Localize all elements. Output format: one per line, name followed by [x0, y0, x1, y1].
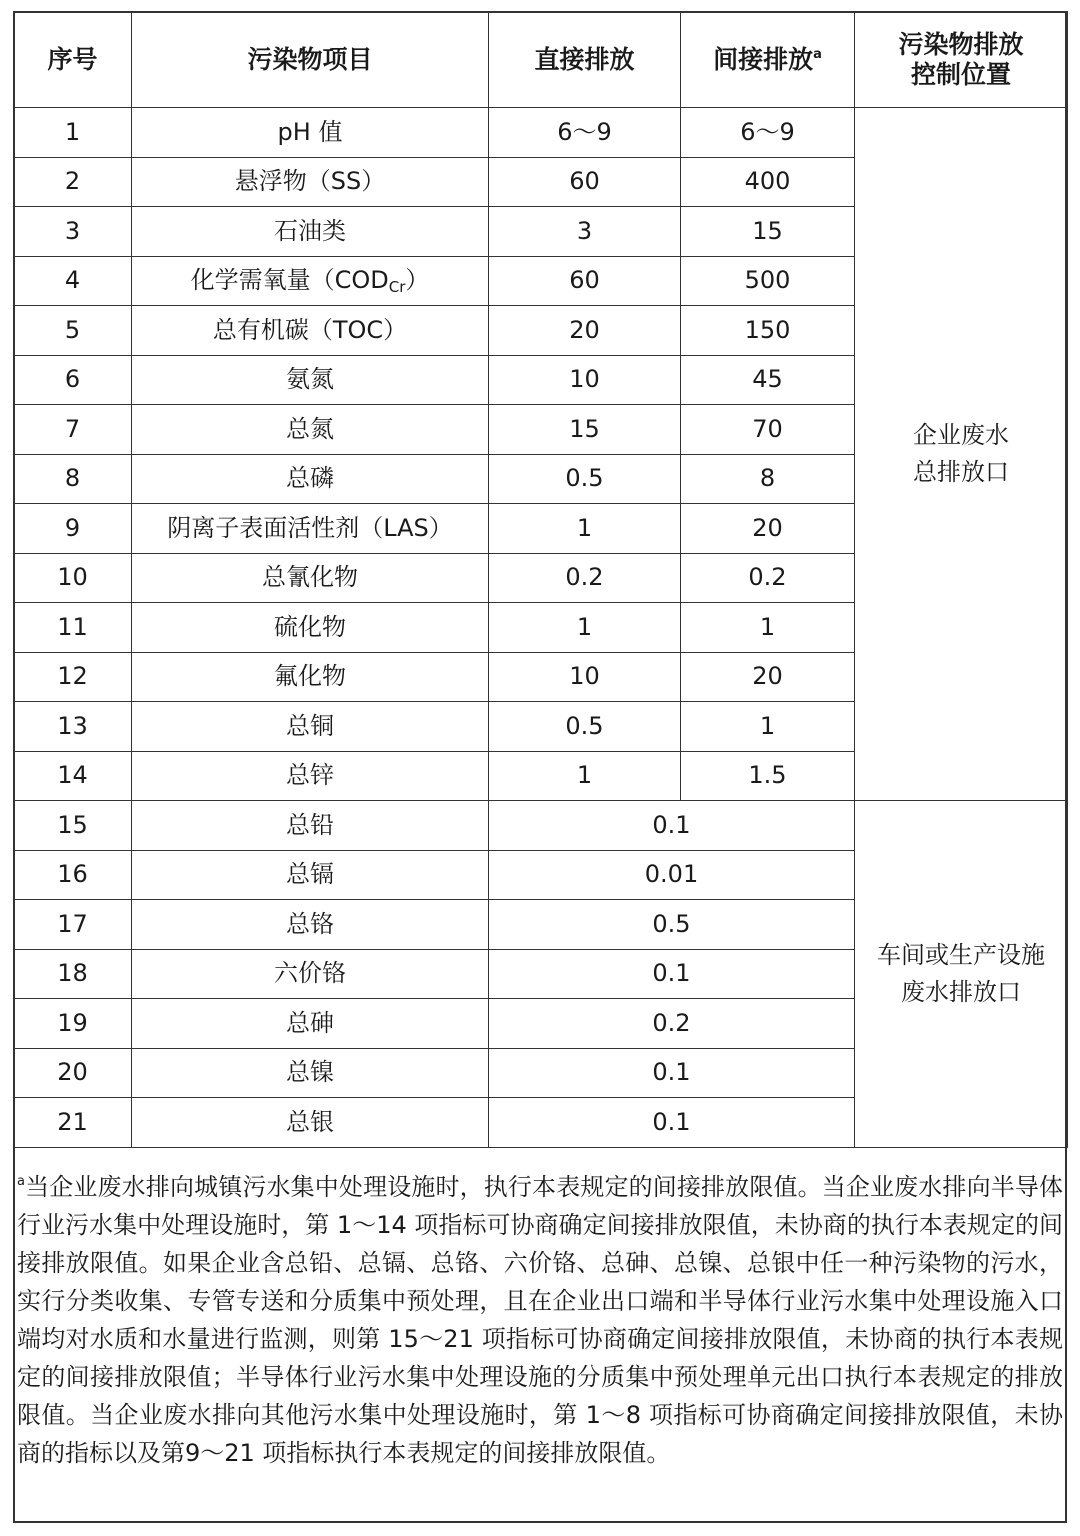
cell-limit: 0.2 [489, 999, 855, 1049]
cell-indirect: 8 [681, 454, 855, 504]
cell-item-tail: ） [405, 265, 430, 294]
cell-limit: 0.01 [489, 850, 855, 900]
header-indirect-footnote-mark: a [813, 46, 822, 62]
discharge-limits-table [13, 11, 1068, 1148]
cell-no: 12 [14, 652, 132, 702]
cell-indirect: 15 [681, 207, 855, 257]
cell-limit: 0.1 [489, 801, 855, 851]
cell-indirect: 1 [681, 603, 855, 653]
cell-indirect: 6～9 [681, 108, 855, 158]
cell-indirect: 0.2 [681, 553, 855, 603]
location-enterprise-outlet [855, 108, 1068, 801]
cell-direct: 1 [489, 603, 681, 653]
cell-item: 总镉 [132, 850, 489, 900]
cell-direct: 0.5 [489, 702, 681, 752]
cell-direct: 0.5 [489, 454, 681, 504]
header-location-line2: 控制位置 [910, 59, 1011, 89]
cell-limit: 0.5 [489, 900, 855, 950]
cell-item: 总铅 [132, 801, 489, 851]
cell-item: 阴离子表面活性剂（LAS） [132, 504, 489, 554]
cell-no: 4 [14, 256, 132, 306]
cell-direct: 3 [489, 207, 681, 257]
cell-item: 六价铬 [132, 949, 489, 999]
cell-item: 氨氮 [132, 355, 489, 405]
cell-indirect: 70 [681, 405, 855, 455]
cell-item: 总氰化物 [132, 553, 489, 603]
cell-limit: 0.1 [489, 949, 855, 999]
table-row [14, 108, 1068, 158]
header-row [14, 12, 1068, 108]
footnote [17, 1163, 1063, 1472]
cell-no: 9 [14, 504, 132, 554]
footnote-mark: a [17, 1174, 25, 1189]
location-workshop-outlet [855, 801, 1068, 1148]
cell-direct: 1 [489, 504, 681, 554]
cell-item: 氟化物 [132, 652, 489, 702]
cell-direct: 10 [489, 355, 681, 405]
cell-limit: 0.1 [489, 1098, 855, 1148]
cell-indirect: 150 [681, 306, 855, 356]
cell-indirect: 1.5 [681, 751, 855, 801]
cell-no: 3 [14, 207, 132, 257]
cell-item-subscript: Cr [388, 277, 406, 296]
cell-indirect: 500 [681, 256, 855, 306]
table-row [14, 801, 1068, 851]
cell-no: 15 [14, 801, 132, 851]
cell-item-main: 化学需氧量（COD [190, 265, 389, 294]
header-direct: 直接排放 [489, 12, 681, 108]
cell-no: 17 [14, 900, 132, 950]
location-line1: 企业废水 [913, 420, 1009, 449]
cell-no: 7 [14, 405, 132, 455]
cell-indirect: 1 [681, 702, 855, 752]
cell-item: 总铬 [132, 900, 489, 950]
cell-item: 总砷 [132, 999, 489, 1049]
cell-item: 悬浮物（SS） [132, 157, 489, 207]
cell-item: 总铜 [132, 702, 489, 752]
cell-no: 8 [14, 454, 132, 504]
cell-indirect: 20 [681, 504, 855, 554]
cell-no: 11 [14, 603, 132, 653]
cell-indirect: 400 [681, 157, 855, 207]
header-indirect-label: 间接排放 [713, 44, 814, 74]
cell-direct: 1 [489, 751, 681, 801]
cell-direct: 60 [489, 157, 681, 207]
cell-no: 20 [14, 1048, 132, 1098]
header-item: 污染物项目 [132, 12, 489, 108]
cell-indirect: 20 [681, 652, 855, 702]
cell-no: 2 [14, 157, 132, 207]
cell-no: 16 [14, 850, 132, 900]
cell-direct: 6～9 [489, 108, 681, 158]
cell-item: 总银 [132, 1098, 489, 1148]
cell-no: 21 [14, 1098, 132, 1148]
location-line2: 总排放口 [913, 458, 1009, 486]
cell-item: 总锌 [132, 751, 489, 801]
cell-no: 19 [14, 999, 132, 1049]
footnote-text: 当企业废水排向城镇污水集中处理设施时，执行本表规定的间接排放限值。当企业废水排向半导体行业污水集中处理设施时，第 1～14 项指标可协商确定间接排放限值，未协商的执行本表规定的间接排放限值。如果企业含总铅、总镉、总铬、六价铬、总砷、总镍、总银中任一种污染物的污水，实行分类收集、专管专送和分质集中预处理，且在企业出口端和半导体行业污水集中处理设施入口端均对水质和水量进行监测，则第 15～21 项指标可协商确定间接排放限值，未协商的执行本表规定的间接排放限值；半导体行业污水集中处理设施的分质集中预处理单元出口执行本表规定的排放限值。当企业废水排向其他污水集中处理设施时，第 1～8 项指标可协商确定间接排放限值，未协商的指标以及第9～21 项指标执行本表规定的间接排放限值。 [17, 1173, 1063, 1467]
cell-direct: 0.2 [489, 553, 681, 603]
header-location-line1: 污染物排放 [898, 29, 1024, 59]
cell-direct: 10 [489, 652, 681, 702]
cell-no: 5 [14, 306, 132, 356]
cell-item: pH 值 [132, 108, 489, 158]
cell-no: 6 [14, 355, 132, 405]
cell-limit: 0.1 [489, 1048, 855, 1098]
cell-direct: 60 [489, 256, 681, 306]
location-line1: 车间或生产设施 [877, 940, 1045, 969]
cell-item: 总有机碳（TOC） [132, 306, 489, 356]
cell-no: 13 [14, 702, 132, 752]
location-line2: 废水排放口 [901, 977, 1021, 1006]
cell-no: 1 [14, 108, 132, 158]
cell-direct: 20 [489, 306, 681, 356]
cell-item [132, 256, 489, 306]
cell-direct: 15 [489, 405, 681, 455]
cell-item: 硫化物 [132, 603, 489, 653]
cell-item: 总氮 [132, 405, 489, 455]
cell-indirect: 45 [681, 355, 855, 405]
cell-no: 18 [14, 949, 132, 999]
header-indirect [681, 12, 855, 108]
cell-no: 14 [14, 751, 132, 801]
cell-no: 10 [14, 553, 132, 603]
header-location [855, 12, 1068, 108]
header-no: 序号 [14, 12, 132, 108]
cell-item: 石油类 [132, 207, 489, 257]
cell-item: 总磷 [132, 454, 489, 504]
cell-item: 总镍 [132, 1048, 489, 1098]
